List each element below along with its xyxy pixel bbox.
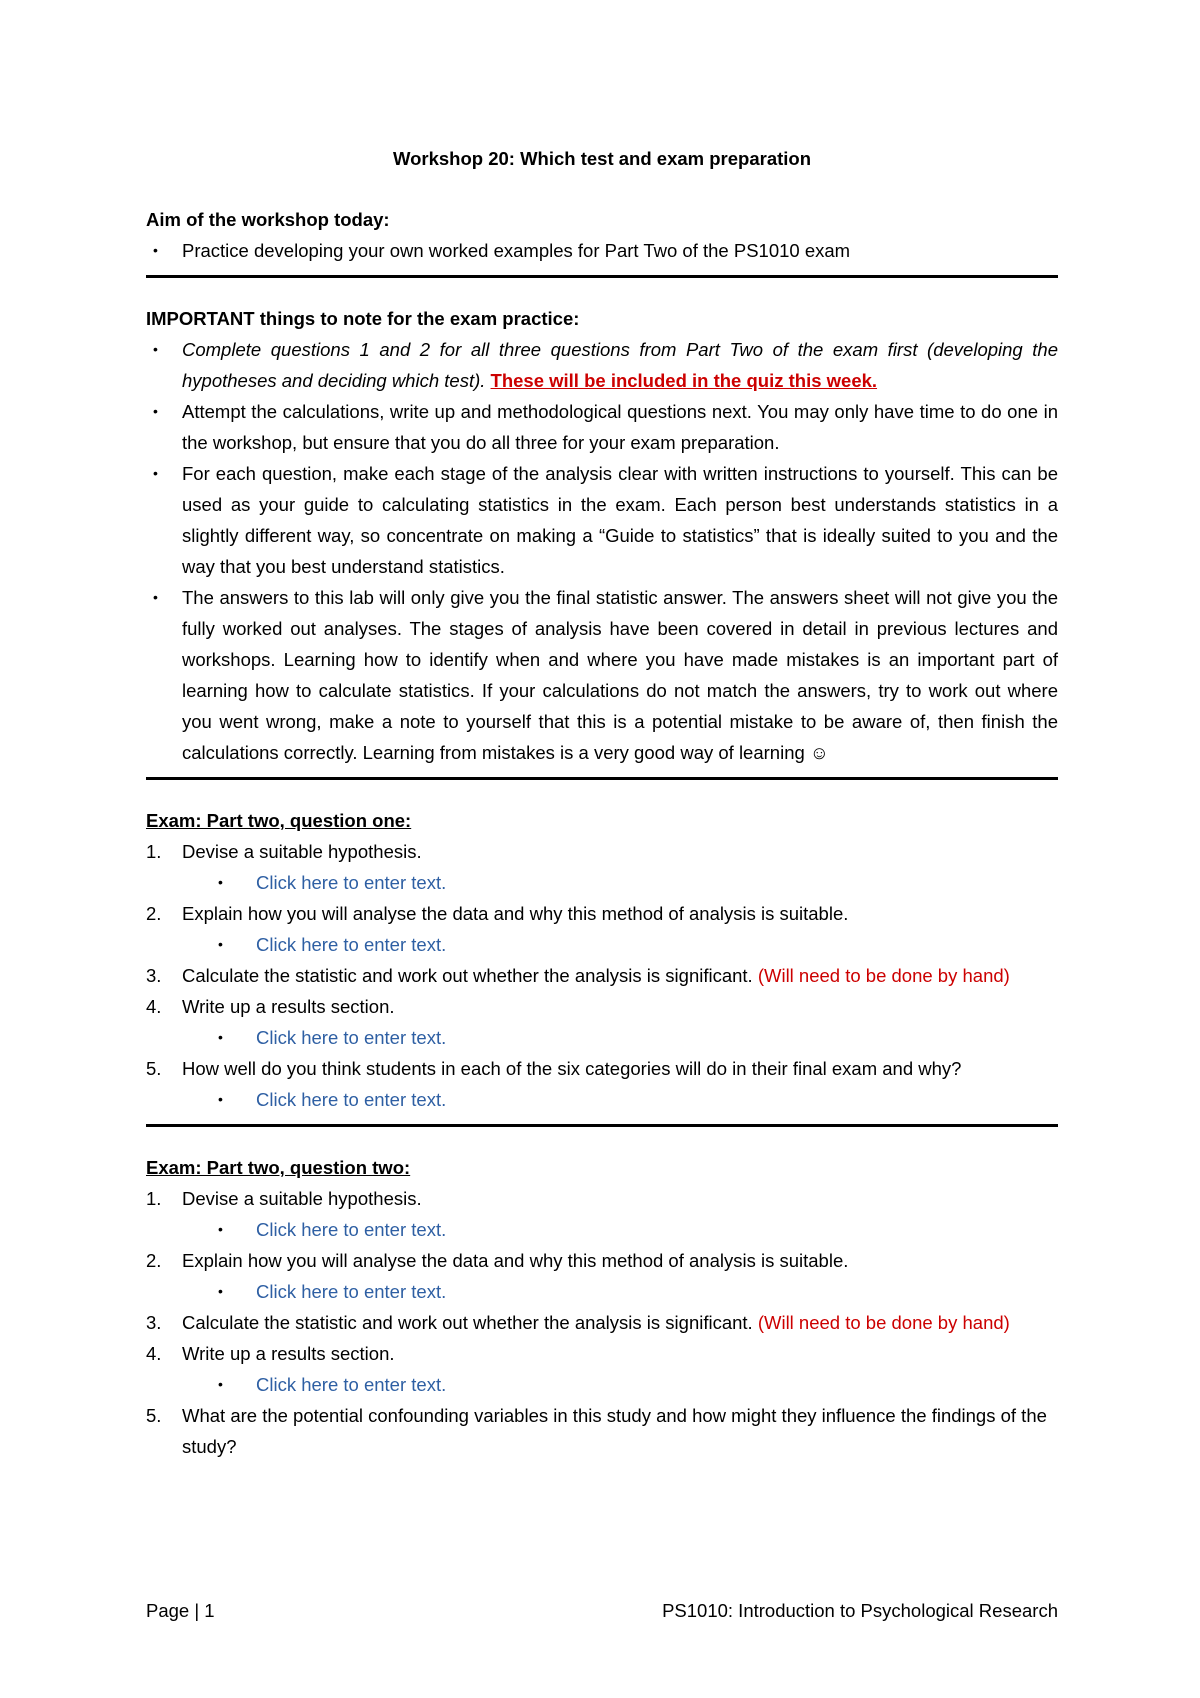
- document-body: [146, 144, 1058, 1462]
- important-item-2-text: Attempt the calculations, write up and methodological questions next. You may only have time to do one in the workshop, but ensure that you do all three for your exam preparation.: [182, 401, 1058, 453]
- item-text: Write up a results section.: [182, 1343, 395, 1364]
- answer-field[interactable]: [146, 1214, 1058, 1245]
- answer-field[interactable]: [146, 1022, 1058, 1053]
- question-two-heading: Exam: Part two, question two:: [146, 1157, 411, 1178]
- important-item: [146, 458, 1058, 582]
- answer-field[interactable]: [146, 1084, 1058, 1115]
- question-item: [146, 991, 1058, 1022]
- item-number: 1.: [146, 1188, 162, 1209]
- bullet-icon: •: [218, 874, 223, 890]
- question-item: [146, 960, 1058, 991]
- page-number: Page | 1: [146, 1600, 215, 1621]
- answer-placeholder[interactable]: Click here to enter text.: [256, 1374, 447, 1395]
- document-title: Workshop 20: Which test and exam preparation: [392, 148, 812, 169]
- question-item: [146, 1183, 1058, 1214]
- question-item: [146, 1338, 1058, 1369]
- quiz-note: These will be included in the quiz this week.: [490, 370, 878, 391]
- item-number: 3.: [146, 965, 162, 986]
- bullet-icon: •: [218, 1376, 223, 1392]
- item-text: Calculate the statistic and work out whether the analysis is significant.: [182, 965, 753, 986]
- item-text: What are the potential confounding variables in this study and how might they influence the findings of the study?: [182, 1405, 1047, 1457]
- question-item: [146, 1307, 1058, 1338]
- bullet-icon: •: [153, 403, 158, 419]
- answer-placeholder[interactable]: Click here to enter text.: [256, 1219, 447, 1240]
- section-divider: [146, 275, 1058, 278]
- item-number: 2.: [146, 903, 162, 924]
- important-item: [146, 396, 1058, 458]
- section-divider: [146, 777, 1058, 780]
- bullet-icon: •: [218, 1091, 223, 1107]
- item-number: 2.: [146, 1250, 162, 1271]
- important-item-4-text: The answers to this lab will only give you the final statistic answer. The answers sheet will not give you the fully worked out analyses. The stages of analysis have been covered in detail in previous lectures and workshops. Learning how to identify when and where you have made mistakes is an important part of learning how to calculate statistics. If your calculations do not match the answers, try to work out where you went wrong, make a note to yourself that this is a potential mistake to be aware of, then finish the calculations correctly. Learning from mistakes is a very good way of learning ☺: [182, 587, 1058, 763]
- item-number: 5.: [146, 1058, 162, 1079]
- item-text: Explain how you will analyse the data and why this method of analysis is suitable.: [182, 1250, 849, 1271]
- question-item: [146, 1245, 1058, 1276]
- aim-item: [146, 235, 1058, 266]
- item-text: Devise a suitable hypothesis.: [182, 841, 422, 862]
- question-item: [146, 898, 1058, 929]
- item-number: 1.: [146, 841, 162, 862]
- answer-field[interactable]: [146, 1369, 1058, 1400]
- item-text: How well do you think students in each of the six categories will do in their final exam and why?: [182, 1058, 962, 1079]
- aim-heading: Aim of the workshop today:: [146, 209, 390, 230]
- bullet-icon: •: [153, 341, 158, 357]
- question-item: [146, 836, 1058, 867]
- bullet-icon: •: [218, 1283, 223, 1299]
- item-number: 5.: [146, 1405, 162, 1426]
- page-footer: [146, 1596, 1058, 1626]
- section-divider: [146, 1124, 1058, 1127]
- item-text: Write up a results section.: [182, 996, 395, 1017]
- question-one-heading: Exam: Part two, question one:: [146, 810, 412, 831]
- bullet-icon: •: [218, 1221, 223, 1237]
- answer-placeholder[interactable]: Click here to enter text.: [256, 1281, 447, 1302]
- answer-placeholder[interactable]: Click here to enter text.: [256, 872, 447, 893]
- item-text: Devise a suitable hypothesis.: [182, 1188, 422, 1209]
- bullet-icon: •: [153, 465, 158, 481]
- item-number: 4.: [146, 996, 162, 1017]
- by-hand-note: (Will need to be done by hand): [757, 1312, 1010, 1333]
- question-item: [146, 1400, 1058, 1462]
- answer-placeholder[interactable]: Click here to enter text.: [256, 934, 447, 955]
- item-text: Explain how you will analyse the data and why this method of analysis is suitable.: [182, 903, 849, 924]
- item-number: 4.: [146, 1343, 162, 1364]
- important-item: [146, 334, 1058, 396]
- important-item-1-text: Complete questions 1 and 2 for all three questions from Part Two of the exam first (developing the hypotheses and deciding which test).: [182, 339, 1058, 391]
- by-hand-note: (Will need to be done by hand): [757, 965, 1010, 986]
- course-title: PS1010: Introduction to Psychological Research: [662, 1600, 1058, 1621]
- answer-field[interactable]: [146, 929, 1058, 960]
- bullet-icon: •: [218, 936, 223, 952]
- bullet-icon: •: [153, 242, 158, 258]
- question-item: [146, 1053, 1058, 1084]
- answer-placeholder[interactable]: Click here to enter text.: [256, 1089, 447, 1110]
- bullet-icon: •: [218, 1029, 223, 1045]
- aim-item-text: Practice developing your own worked examples for Part Two of the PS1010 exam: [182, 240, 851, 261]
- important-item-3-text: For each question, make each stage of the analysis clear with written instructions to yourself. This can be used as your guide to calculating statistics in the exam. Each person best understands statistics in a slightly different way, so concentrate on making a “Guide to statistics” that is ideally suited to you and the way that you best understand statistics.: [182, 463, 1058, 577]
- important-item: [146, 582, 1058, 768]
- important-heading: IMPORTANT things to note for the exam practice:: [146, 308, 580, 329]
- item-text: Calculate the statistic and work out whether the analysis is significant.: [182, 1312, 753, 1333]
- answer-placeholder[interactable]: Click here to enter text.: [256, 1027, 447, 1048]
- answer-field[interactable]: [146, 867, 1058, 898]
- bullet-icon: •: [153, 589, 158, 605]
- answer-field[interactable]: [146, 1276, 1058, 1307]
- item-number: 3.: [146, 1312, 162, 1333]
